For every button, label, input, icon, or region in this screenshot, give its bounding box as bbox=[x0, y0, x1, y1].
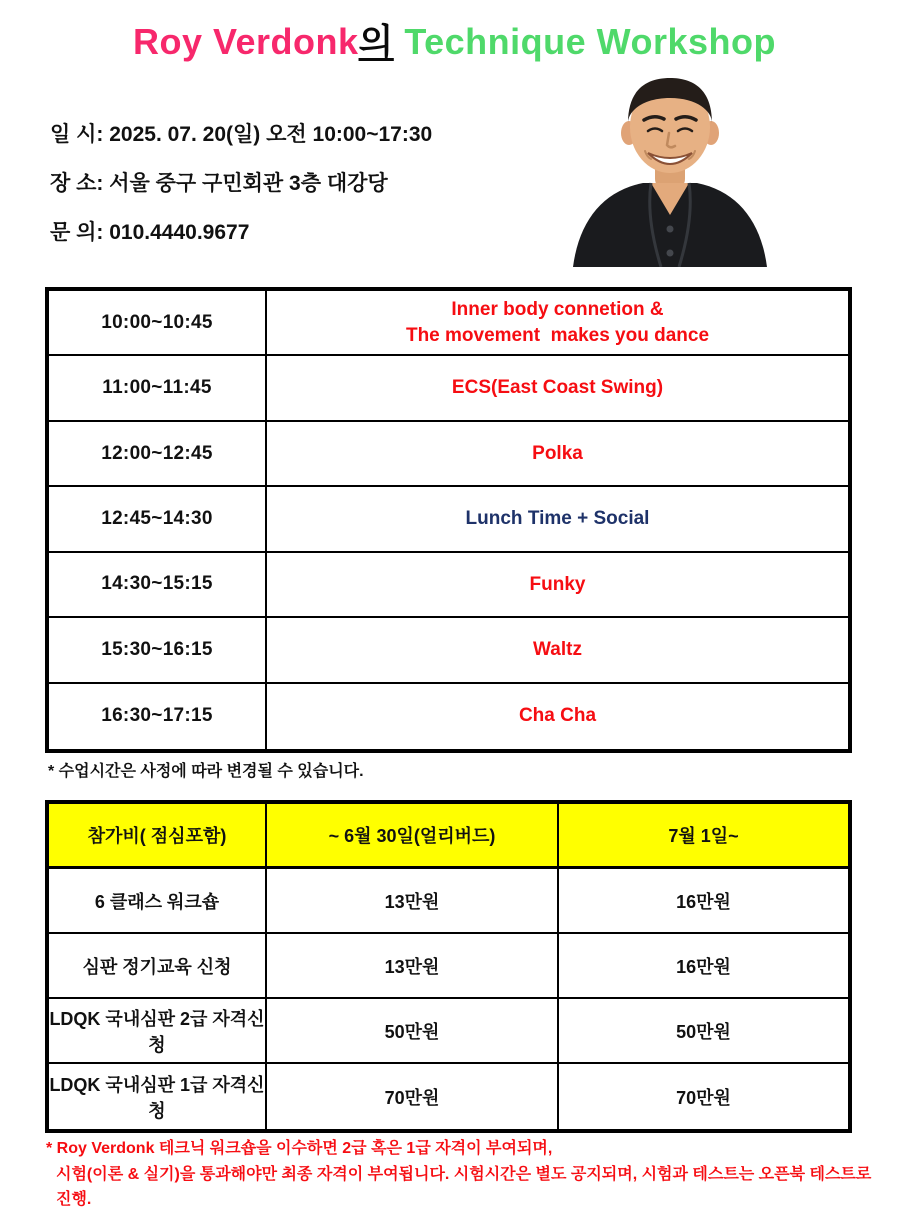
pricing-early: 13만원 bbox=[267, 934, 559, 997]
pricing-header-earlybird: ~ 6월 30일(얼리버드) bbox=[267, 804, 559, 866]
class-name: Lunch Time + Social bbox=[465, 508, 650, 530]
time-slot: 10:00~10:45 bbox=[49, 291, 267, 354]
time-slot: 15:30~16:15 bbox=[49, 618, 267, 681]
page-title bbox=[0, 14, 909, 65]
table-row bbox=[49, 291, 848, 356]
schedule-note: * 수업시간은 사정에 따라 변경될 수 있습니다. bbox=[48, 763, 364, 780]
pricing-item: LDQK 국내심판 1급 자격신청 bbox=[49, 1064, 267, 1129]
footer-note-line2: 시험(이론 & 실기)을 통과해야만 최종 자격이 부여됩니다. 시험시간은 별도 공지되며, 시험과 테스트는 오픈북 테스트로 진행. bbox=[56, 1165, 872, 1209]
time-slot: 16:30~17:15 bbox=[49, 684, 267, 749]
pricing-late: 70만원 bbox=[676, 1087, 731, 1108]
table-row bbox=[49, 422, 848, 487]
table-row bbox=[49, 869, 848, 934]
footer-notes bbox=[46, 1136, 876, 1211]
time-slot: 11:00~11:45 bbox=[49, 356, 267, 419]
table-row bbox=[49, 684, 848, 749]
table-row bbox=[49, 1064, 848, 1129]
time-slot: 12:45~14:30 bbox=[49, 487, 267, 550]
table-row bbox=[49, 487, 848, 552]
pricing-header-fee: 참가비( 점심포함) bbox=[49, 804, 267, 866]
class-name: ECS(East Coast Swing) bbox=[451, 377, 664, 399]
class-name: Waltz bbox=[533, 639, 582, 661]
table-row bbox=[49, 934, 848, 999]
schedule-table bbox=[45, 287, 852, 753]
pricing-late: 16만원 bbox=[676, 956, 731, 977]
instructor-photo bbox=[565, 73, 775, 267]
pricing-early: 70만원 bbox=[267, 1064, 559, 1129]
event-venue: 장 소: 서울 중구 구민회관 3층 대강당 bbox=[50, 172, 388, 195]
title-workshop-text: Technique Workshop bbox=[393, 21, 777, 62]
pricing-header-row bbox=[49, 804, 848, 869]
pricing-header-regular: 7월 1일~ bbox=[668, 826, 739, 846]
pricing-early: 50만원 bbox=[267, 999, 559, 1062]
pricing-table bbox=[45, 800, 852, 1133]
title-particle: 의 bbox=[358, 21, 394, 62]
class-name: Funky bbox=[529, 573, 586, 595]
time-slot: 14:30~15:15 bbox=[49, 553, 267, 616]
time-slot: 12:00~12:45 bbox=[49, 422, 267, 485]
event-info bbox=[50, 118, 432, 265]
title-artist-name: Roy Verdonk bbox=[132, 21, 359, 62]
event-contact: 문 의: 010.4440.9677 bbox=[50, 221, 250, 244]
pricing-item: 6 클래스 워크숍 bbox=[49, 869, 267, 932]
pricing-item: LDQK 국내심판 2급 자격신청 bbox=[49, 999, 267, 1062]
pricing-item: 심판 정기교육 신청 bbox=[49, 934, 267, 997]
footer-note-line1: * Roy Verdonk 테크닉 워크숍을 이수하면 2급 혹은 1급 자격이 부여되며, bbox=[46, 1140, 553, 1157]
pricing-early: 13만원 bbox=[267, 869, 559, 932]
pricing-late: 16만원 bbox=[676, 891, 731, 912]
class-name: Polka bbox=[532, 442, 583, 464]
class-name: Cha Cha bbox=[518, 705, 597, 727]
class-name: Inner body connetion & The movement makes you dance bbox=[405, 299, 710, 346]
event-date: 일 시: 2025. 07. 20(일) 오전 10:00~17:30 bbox=[50, 123, 433, 146]
table-row bbox=[49, 356, 848, 421]
table-row bbox=[49, 999, 848, 1064]
table-row bbox=[49, 618, 848, 683]
pricing-late: 50만원 bbox=[676, 1021, 731, 1042]
table-row bbox=[49, 553, 848, 618]
